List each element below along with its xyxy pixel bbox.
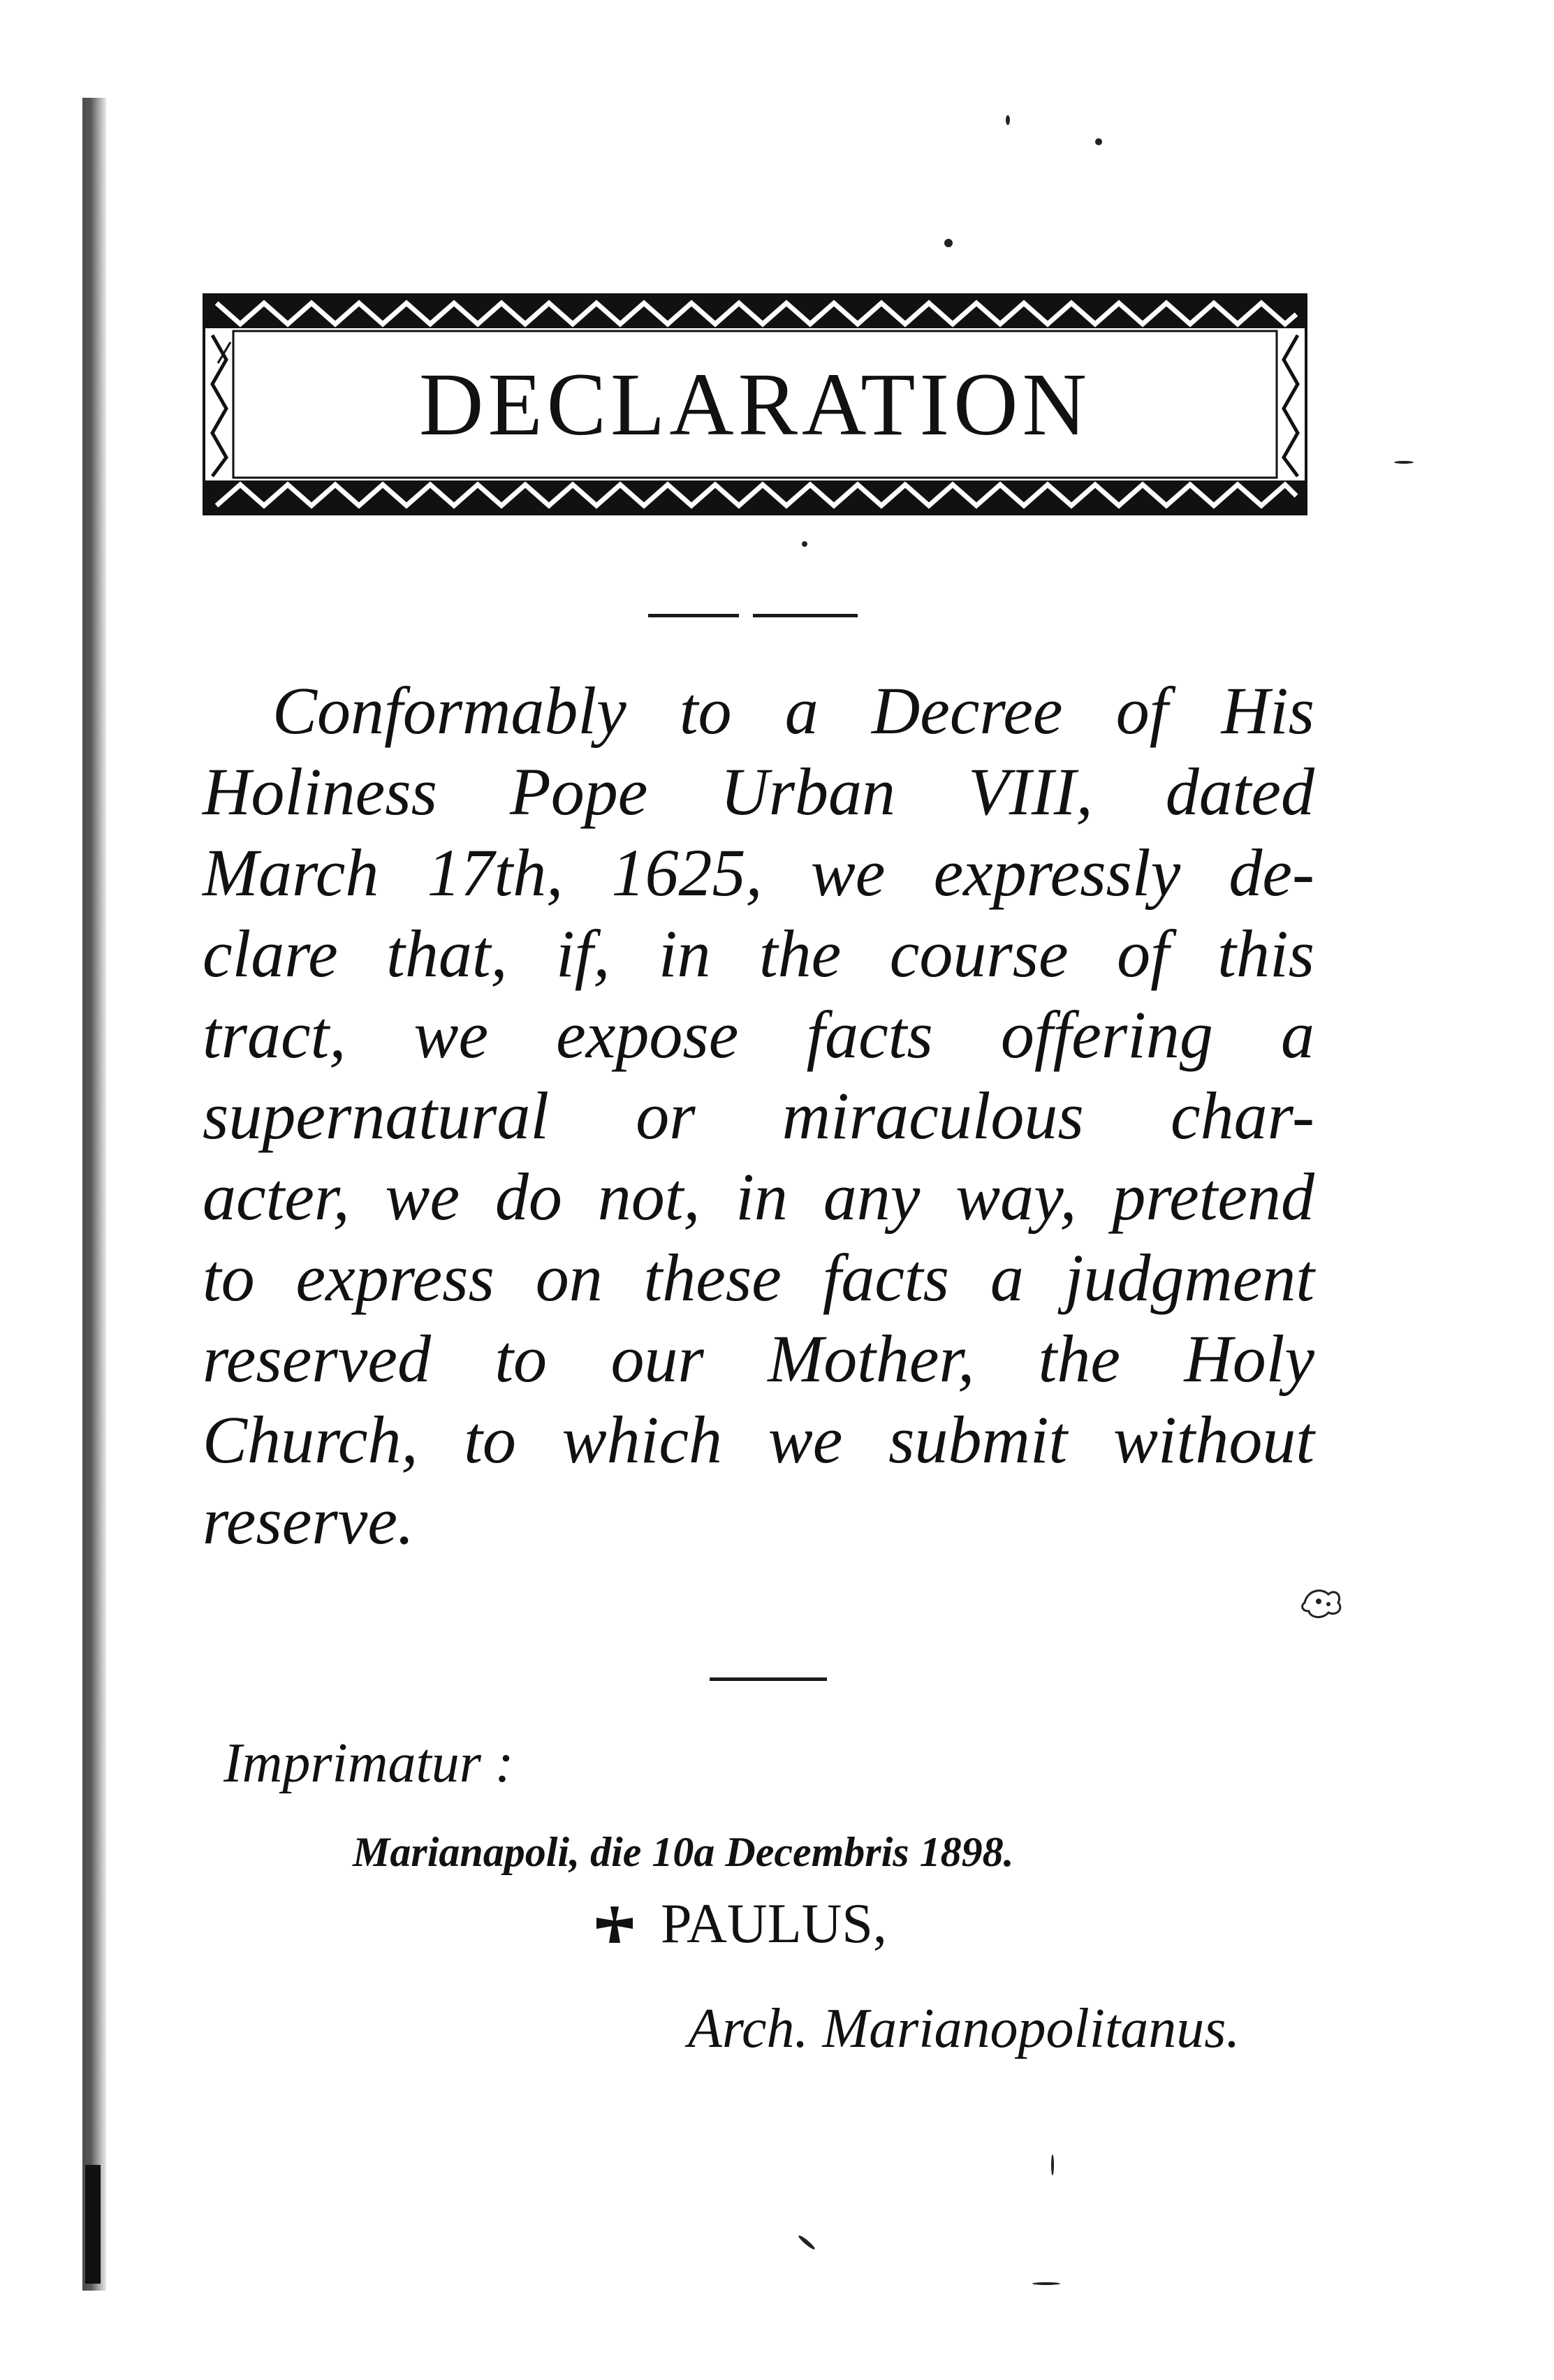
divider-rule xyxy=(753,614,858,617)
scan-speck xyxy=(798,2234,816,2251)
body-line: March 17th, 1625, we expressly de- xyxy=(203,835,1314,910)
signer-name: PAULUS, xyxy=(661,1893,887,1955)
scan-speck xyxy=(1394,461,1414,464)
signer-title: Arch. Marianopolitanus. xyxy=(688,1998,1240,2059)
binding-edge-shadow xyxy=(85,2165,101,2284)
body-line: acter, we do not, in any way, pretend xyxy=(203,1159,1314,1234)
scan-speck xyxy=(944,239,953,247)
title-frame xyxy=(203,293,1307,515)
scan-speck xyxy=(1095,138,1102,145)
declaration-title: DECLARATION xyxy=(419,355,1091,454)
scan-speck xyxy=(802,541,807,547)
divider-rule xyxy=(710,1677,827,1681)
place-date: Marianapoli, die 10a Decembris 1898. xyxy=(353,1829,1014,1875)
declaration-body xyxy=(203,670,1314,1562)
body-line: reserve. xyxy=(203,1483,414,1558)
body-line: clare that, if, in the course of this xyxy=(203,916,1314,991)
scan-speck xyxy=(1032,2282,1060,2285)
binding-edge xyxy=(82,98,106,2291)
imprimatur-label: Imprimatur : xyxy=(223,1733,514,1794)
scan-speck xyxy=(1006,115,1010,125)
body-line: supernatural or miraculous char- xyxy=(203,1078,1314,1153)
divider-rule xyxy=(648,614,739,617)
body-line: tract, we expose facts offering a xyxy=(203,997,1314,1072)
body-line: Church, to which we submit without xyxy=(203,1402,1314,1477)
signer xyxy=(594,1893,887,1956)
cross-pattee-icon xyxy=(594,1904,636,1946)
body-line: reserved to our Mother, the Holy xyxy=(203,1321,1314,1396)
body-line: Conformably to a Decree of His xyxy=(272,673,1314,748)
scan-speck xyxy=(1051,2154,1054,2175)
body-line: to express on these facts a judgment xyxy=(203,1240,1314,1315)
body-line: Holiness Pope Urban VIII, dated xyxy=(203,754,1314,829)
printer-ornament-icon xyxy=(1298,1582,1347,1624)
